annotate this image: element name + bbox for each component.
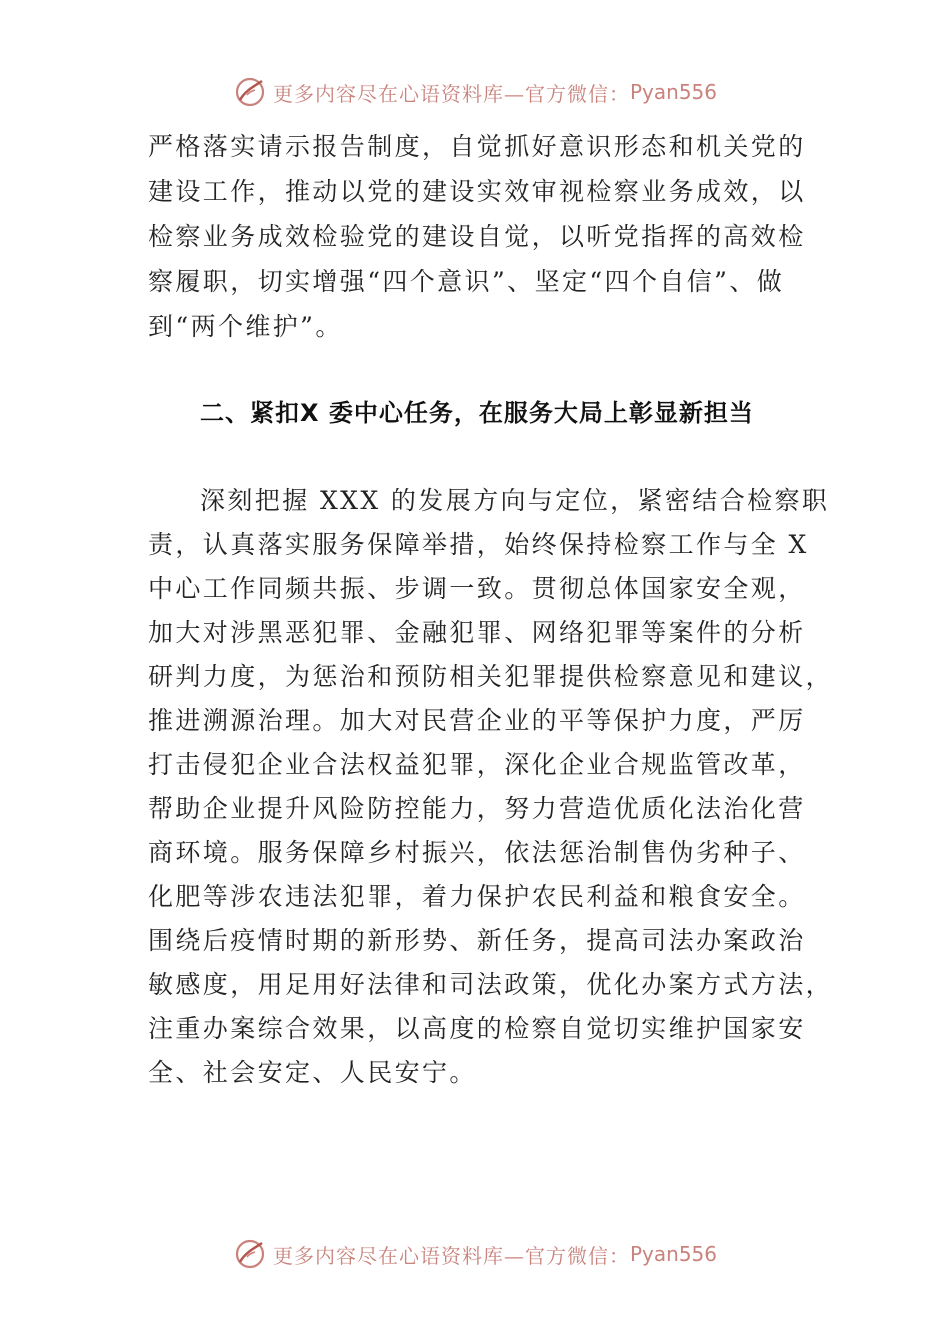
- paragraph-line: 严格落实请示报告制度，自觉抓好意识形态和机关党的: [148, 132, 806, 161]
- section-heading: 二、紧扣X 委中心任务，在服务大局上彰显新担当: [200, 399, 754, 427]
- paragraph-line: 到“两个维护”。: [148, 312, 343, 341]
- paragraph-line: 注重办案综合效果，以高度的检察自觉切实维护国家安: [148, 1014, 806, 1043]
- paragraph-line: 检察业务成效检验党的建设自觉，以听党指挥的高效检: [148, 222, 806, 251]
- paragraph-line: 商环境。服务保障乡村振兴，依法惩治制售伪劣种子、: [148, 838, 806, 867]
- watermark-footer: [0, 1234, 950, 1274]
- watermark-wechat-id: Pyan556: [629, 1242, 717, 1266]
- paragraph-line: 帮助企业提升风险防控能力，努力营造优质化法治化营: [148, 794, 806, 823]
- paragraph-line: 察履职，切实增强“四个意识”、坚定“四个自信”、做: [148, 267, 785, 296]
- paragraph-line: 研判力度，为惩治和预防相关犯罪提供检察意见和建议，: [148, 662, 834, 691]
- paragraph-line: 责，认真落实服务保障举措，始终保持检察工作与全 X: [148, 530, 809, 559]
- paragraph-line: 中心工作同频共振、步调一致。贯彻总体国家安全观，: [148, 574, 806, 603]
- paragraph-line: 推进溯源治理。加大对民营企业的平等保护力度，严厉: [148, 706, 806, 735]
- watermark-text: 更多内容尽在心语资料库—官方微信：: [272, 1243, 630, 1268]
- paragraph-line: 建设工作，推动以党的建设实效审视检察业务成效，以: [148, 177, 806, 206]
- watermark-text: 更多内容尽在心语资料库—官方微信：: [272, 81, 630, 106]
- paragraph-line: 加大对涉黑恶犯罪、金融犯罪、网络犯罪等案件的分析: [148, 618, 806, 647]
- paragraph-line: 化肥等涉农违法犯罪，着力保护农民利益和粮食安全。: [148, 882, 806, 911]
- paragraph-line: 敏感度，用足用好法律和司法政策，优化办案方式方法，: [148, 970, 834, 999]
- brush-logo-icon: [233, 75, 267, 109]
- brush-logo-icon: [233, 1237, 267, 1271]
- paragraph-line: 全、社会安定、人民安宁。: [148, 1058, 477, 1087]
- paragraph-line: 打击侵犯企业合法权益犯罪，深化企业合规监管改革，: [148, 750, 806, 779]
- paragraph-line: 围绕后疫情时期的新形势、新任务，提高司法办案政治: [148, 926, 806, 955]
- watermark-wechat-id: Pyan556: [629, 80, 717, 104]
- paragraph-line: 深刻把握 XXX 的发展方向与定位，紧密结合检察职: [200, 486, 830, 515]
- watermark-header: [0, 72, 950, 112]
